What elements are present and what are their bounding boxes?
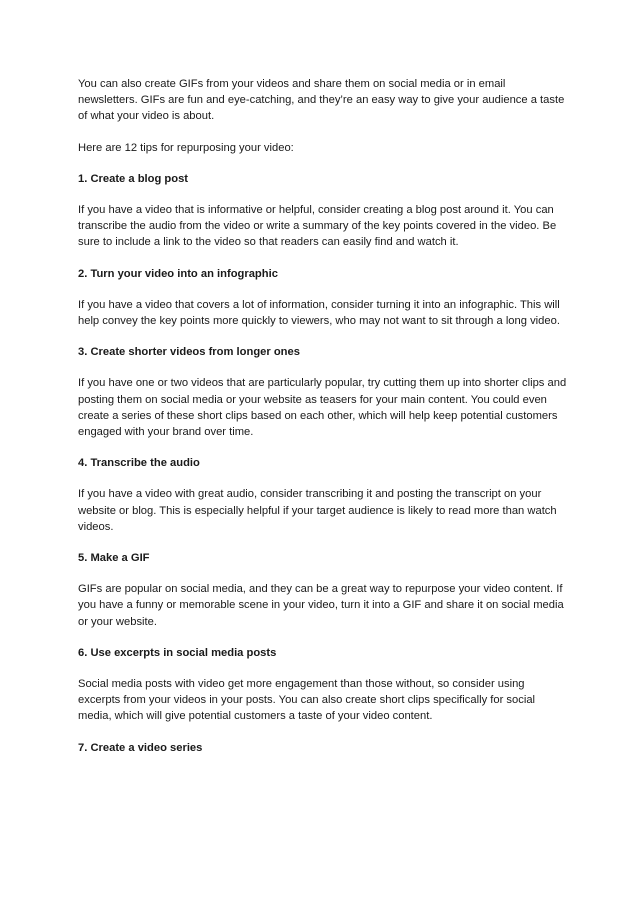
section-body-1: If you have a video that is informative or helpful, consider creating a blog post around it. You can transcribe the audio from the video or write a summary of the key points covered in the video. Be sure to include a link to the video so that readers can easily find and watch it.: [78, 204, 557, 249]
section-body-5: GIFs are popular on social media, and they can be a great way to repurpose your video content. If you have a funny or memorable scene in your video, turn it into a GIF and share it on social media or your website.: [78, 583, 564, 628]
document-page: [78, 76, 568, 771]
section-heading-6: 6. Use excerpts in social media posts: [78, 646, 277, 659]
section-heading-3: 3. Create shorter videos from longer ones: [78, 346, 300, 359]
section-heading-7: 7. Create a video series: [78, 741, 203, 754]
section-heading-1: 1. Create a blog post: [78, 172, 189, 185]
section-body-4: If you have a video with great audio, consider transcribing it and posting the transcript on your website or blog. This is especially helpful if your target audience is likely to read more than watch videos.: [78, 488, 557, 533]
intro-paragraph: You can also create GIFs from your videos and share them on social media or in email newsletters. GIFs are fun and eye-catching, and they’re an easy way to give your audience a taste of what your video is about.: [78, 78, 565, 123]
lead-paragraph: Here are 12 tips for repurposing your video:: [78, 141, 294, 154]
section-body-3: If you have one or two videos that are particularly popular, try cutting them up into shorter clips and posting them on social media or your website as teasers for your main content. You could even create a series of these short clips based on each other, which will help keep potential customers engaged with your brand over time.: [78, 377, 567, 439]
section-heading-5: 5. Make a GIF: [78, 552, 150, 565]
section-body-2: If you have a video that covers a lot of information, consider turning it into an infographic. This will help convey the key points more quickly to viewers, who may not want to sit through a long video.: [78, 298, 560, 328]
section-heading-4: 4. Transcribe the audio: [78, 457, 200, 470]
section-body-6: Social media posts with video get more engagement than those without, so consider using excerpts from your videos in your posts. You can also create short clips specifically for social media, which will give potential customers a taste of your video content.: [78, 678, 536, 723]
section-heading-2: 2. Turn your video into an infographic: [78, 267, 278, 280]
